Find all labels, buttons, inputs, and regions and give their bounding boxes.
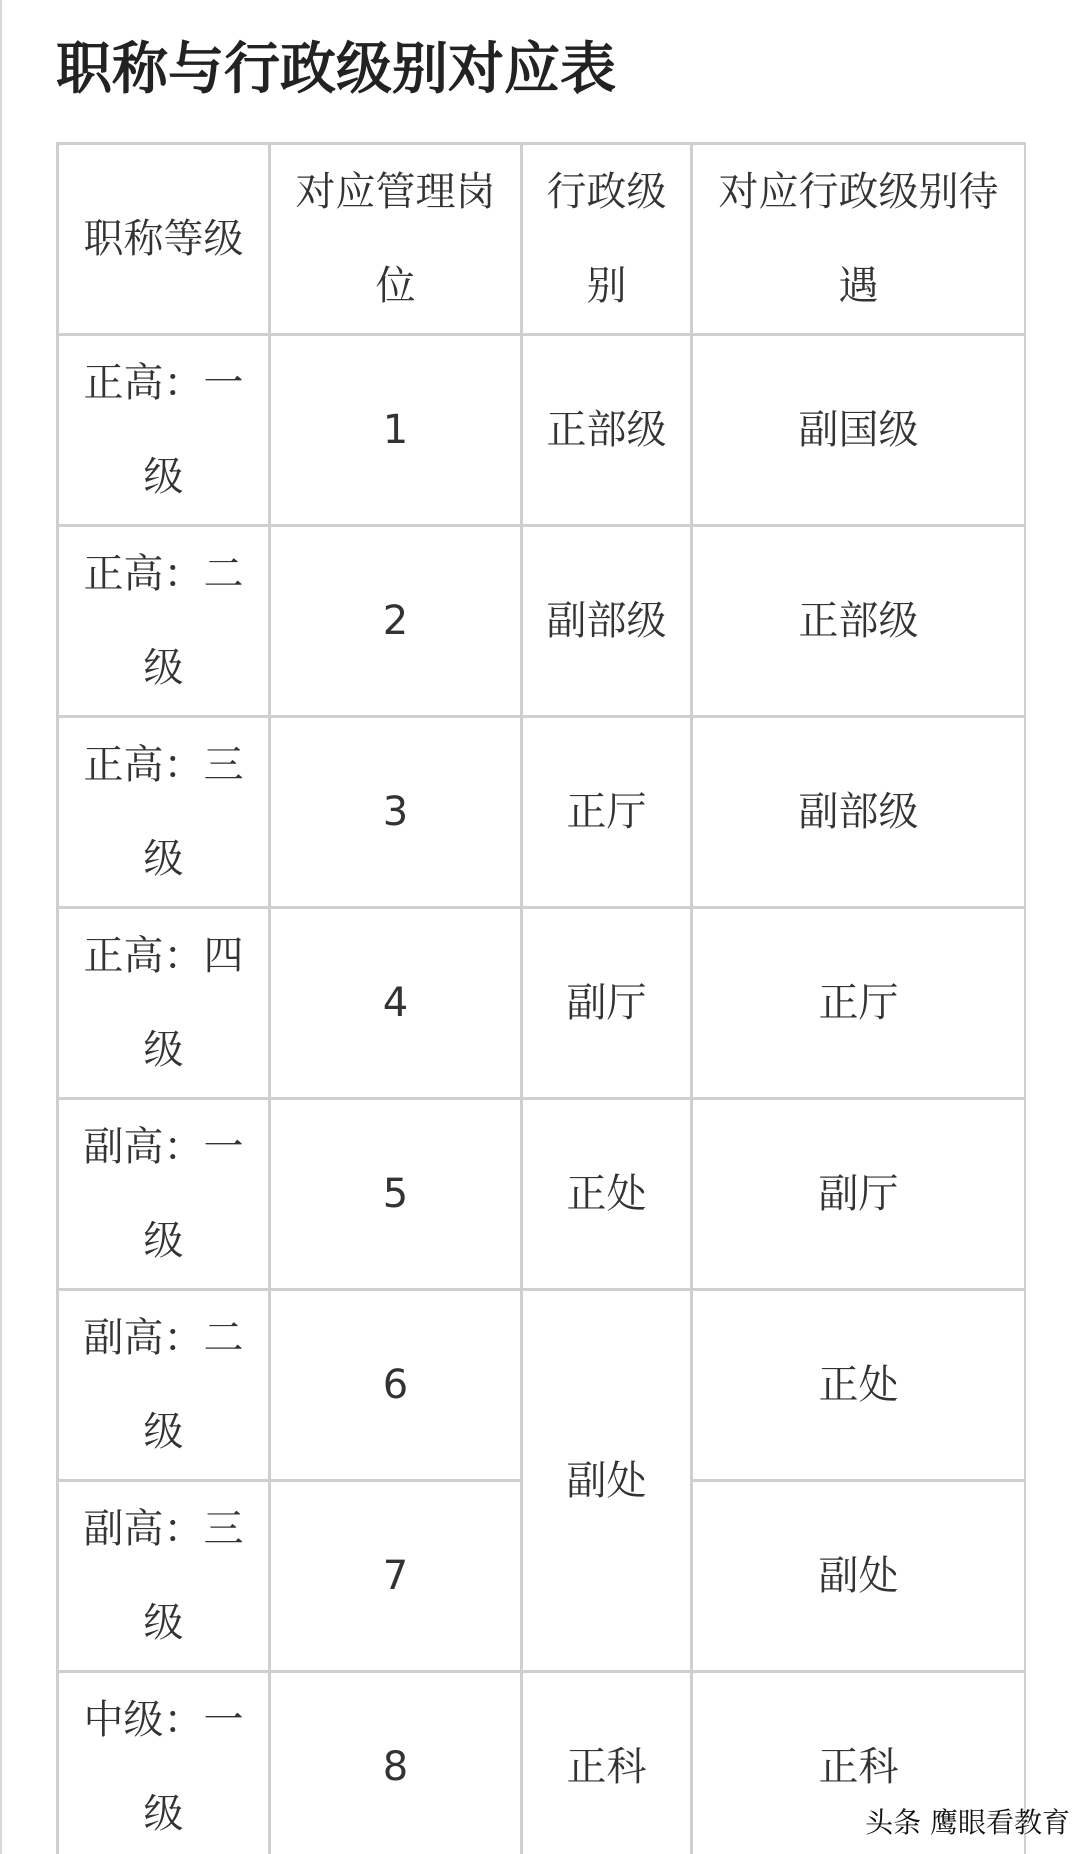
cell-admin-treatment: 副国级 <box>692 335 1026 526</box>
cell-management-post: 2 <box>270 526 522 717</box>
header-management-post: 对应管理岗位 <box>270 144 522 335</box>
cell-title-grade: 正高：二级 <box>58 526 270 717</box>
cell-management-post: 4 <box>270 908 522 1099</box>
page-title: 职称与行政级别对应表 <box>56 37 616 102</box>
header-title-grade: 职称等级 <box>58 144 270 335</box>
header-admin-treatment: 对应行政级别待遇 <box>692 144 1026 335</box>
cell-management-post: 8 <box>270 1672 522 1854</box>
table-row <box>58 1290 1026 1481</box>
page-left-border <box>0 0 2 1854</box>
cell-title-grade: 副高：三级 <box>58 1481 270 1672</box>
cell-admin-level: 副厅 <box>522 908 692 1099</box>
cell-admin-treatment: 正科 <box>692 1672 1026 1854</box>
table-row <box>58 526 1026 717</box>
table-row <box>58 335 1026 526</box>
cell-management-post: 1 <box>270 335 522 526</box>
table-row <box>58 908 1026 1099</box>
cell-admin-level: 正部级 <box>522 335 692 526</box>
cell-management-post: 6 <box>270 1290 522 1481</box>
cell-admin-level: 正厅 <box>522 717 692 908</box>
cell-admin-level: 副部级 <box>522 526 692 717</box>
table-row <box>58 1099 1026 1290</box>
source-watermark: 头条 鹰眼看教育 <box>865 1806 1070 1839</box>
cell-admin-treatment: 正部级 <box>692 526 1026 717</box>
rank-correspondence-table <box>56 142 1026 1854</box>
cell-admin-level-merged: 正科 <box>522 1672 692 1854</box>
cell-title-grade: 副高：二级 <box>58 1290 270 1481</box>
table-container <box>56 142 1026 1854</box>
cell-management-post: 5 <box>270 1099 522 1290</box>
cell-admin-treatment: 副厅 <box>692 1099 1026 1290</box>
cell-title-grade: 中级：一级 <box>58 1672 270 1854</box>
cell-admin-treatment: 正处 <box>692 1290 1026 1481</box>
cell-title-grade: 正高：三级 <box>58 717 270 908</box>
cell-title-grade: 正高：四级 <box>58 908 270 1099</box>
cell-title-grade: 副高：一级 <box>58 1099 270 1290</box>
cell-admin-treatment: 正厅 <box>692 908 1026 1099</box>
cell-admin-treatment: 副处 <box>692 1481 1026 1672</box>
cell-management-post: 3 <box>270 717 522 908</box>
header-admin-level: 行政级别 <box>522 144 692 335</box>
cell-admin-level-merged: 副处 <box>522 1290 692 1672</box>
cell-admin-level: 正处 <box>522 1099 692 1290</box>
table-header-row <box>58 144 1026 335</box>
cell-management-post: 7 <box>270 1481 522 1672</box>
cell-title-grade: 正高：一级 <box>58 335 270 526</box>
table-row <box>58 717 1026 908</box>
cell-admin-treatment: 副部级 <box>692 717 1026 908</box>
